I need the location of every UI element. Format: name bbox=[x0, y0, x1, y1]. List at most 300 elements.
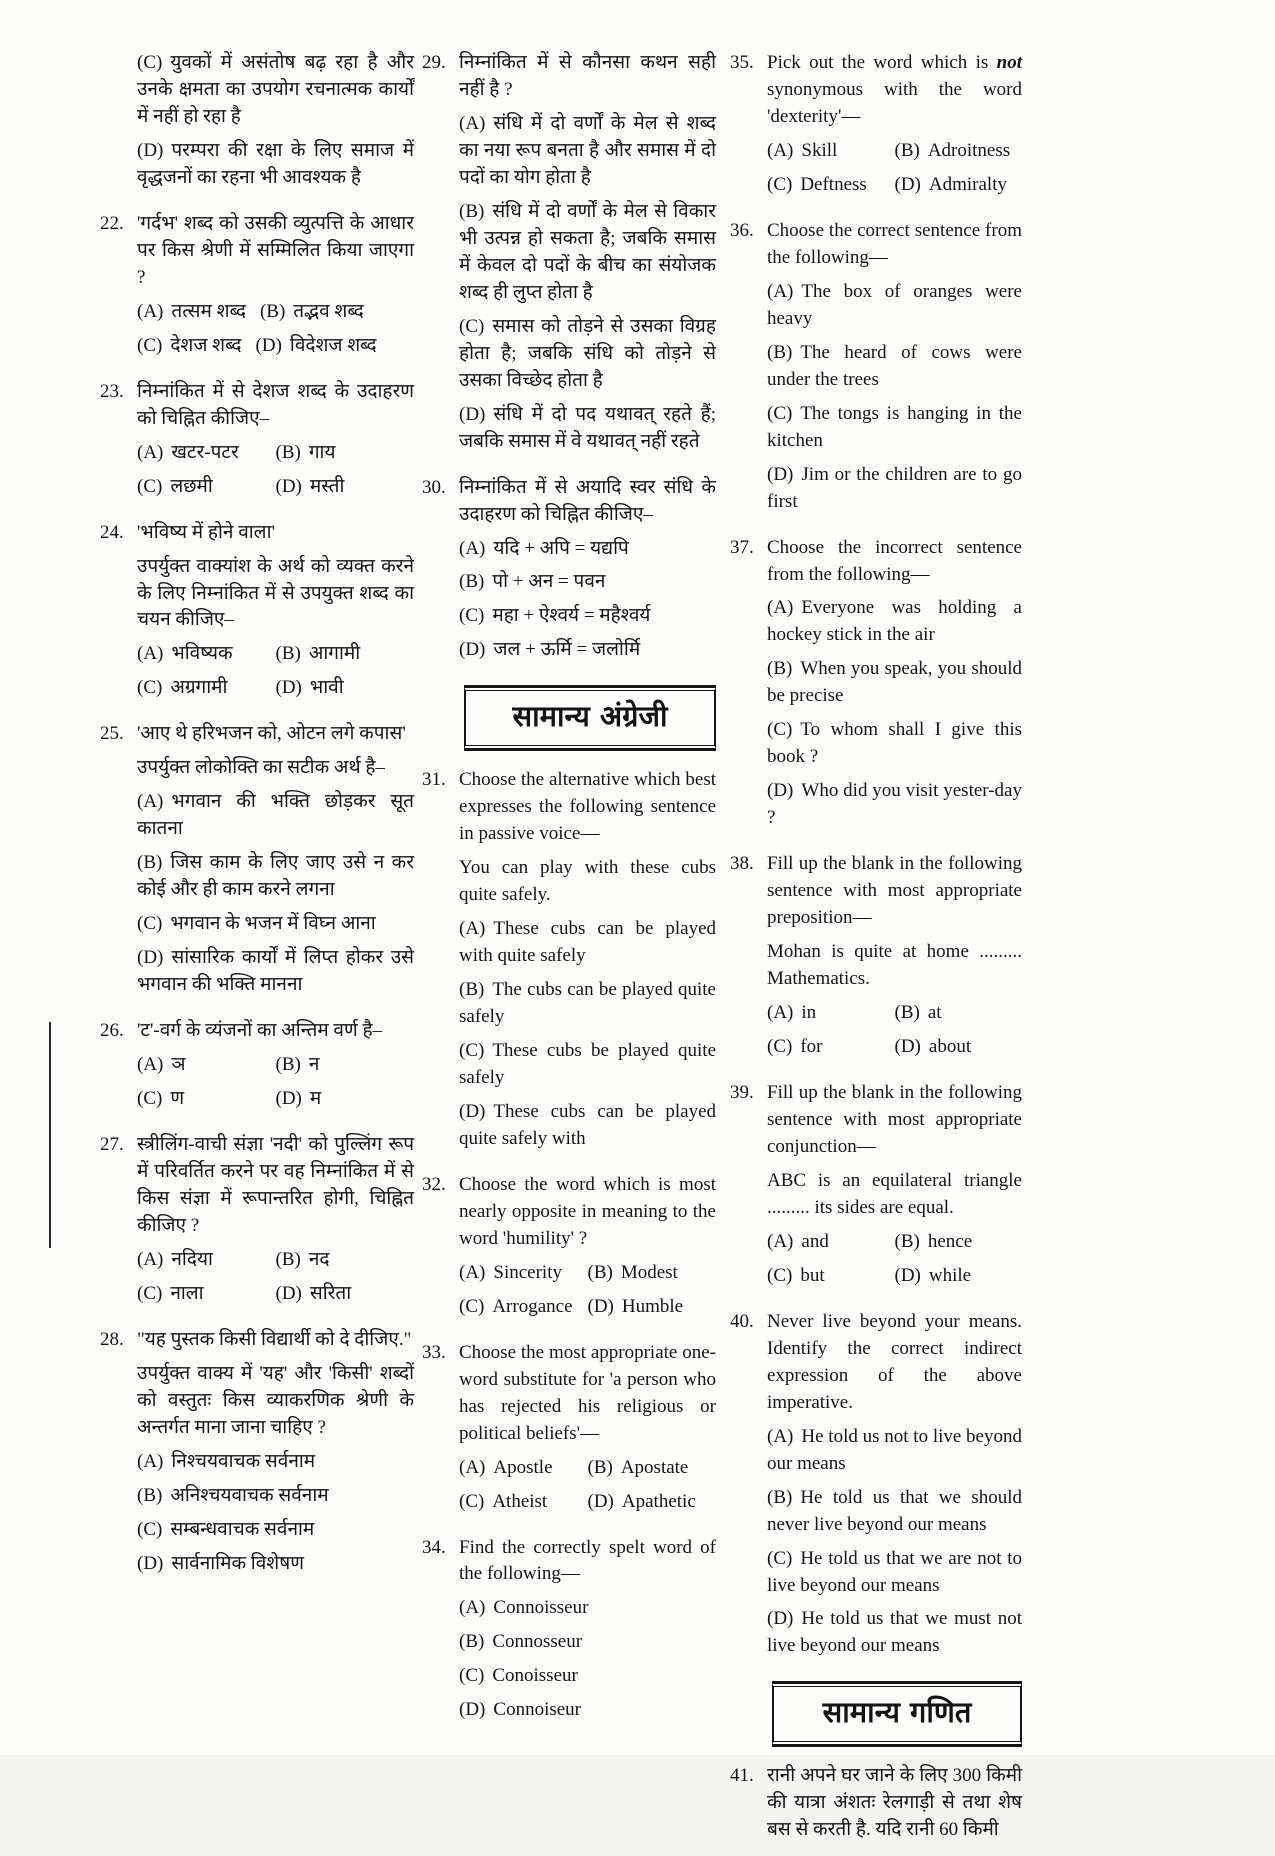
scan-margin-line-artifact bbox=[49, 1022, 51, 1248]
option-label: (A) bbox=[767, 139, 794, 161]
option-row bbox=[137, 1281, 414, 1308]
question-paragraph: Fill up the blank in the following sentence with most appropriate conjunction— bbox=[767, 1082, 1022, 1157]
option-row bbox=[137, 1086, 414, 1113]
question-body bbox=[137, 379, 414, 508]
option-row bbox=[459, 1260, 716, 1287]
option-label: (B) bbox=[894, 139, 920, 161]
question-body bbox=[767, 1309, 1022, 1668]
question-paragraph: उपर्युक्त वाक्य में 'यह' और 'किसी' शब्दों को वस्तुतः किस व्याकरणिक श्रेणी के अन्तर्गत माना जाना चाहिए ? bbox=[137, 1362, 414, 1438]
option-C bbox=[137, 474, 276, 501]
question-paragraph: उपर्युक्त लोकोक्ति का सटीक अर्थ है– bbox=[137, 757, 385, 779]
option-D bbox=[276, 474, 415, 501]
option-text: भावी bbox=[309, 677, 344, 699]
question-number bbox=[100, 50, 137, 199]
question-40 bbox=[730, 1309, 1022, 1668]
option-text: The box of oranges were heavy bbox=[767, 280, 1022, 329]
option-text: Modest bbox=[620, 1261, 678, 1283]
question-column-3 bbox=[730, 50, 1022, 1856]
option-C bbox=[459, 1294, 588, 1321]
question-paragraph: Mohan is quite at home ......... Mathematics. bbox=[767, 941, 1022, 990]
question-continued bbox=[100, 50, 414, 199]
option-text: Deftness bbox=[800, 173, 867, 195]
option-text: जिस काम के लिए जाए उसे न कर कोई और ही काम करने लगना bbox=[137, 852, 414, 901]
option-A bbox=[459, 916, 716, 970]
question-paragraph: 'आए थे हरिभजन को, ओटन लगे कपास' bbox=[137, 723, 406, 745]
option-text: while bbox=[928, 1264, 972, 1286]
option-D bbox=[767, 778, 1022, 832]
question-30 bbox=[422, 475, 716, 672]
option-B bbox=[137, 850, 414, 904]
option-label: (A) bbox=[767, 1002, 794, 1024]
option-text: गाय bbox=[308, 441, 336, 463]
option-row bbox=[767, 1000, 1022, 1027]
option-text: सांसारिक कार्यों में लिप्त होकर उसे भगवान की भक्ति मानना bbox=[137, 947, 414, 996]
option-label: (D) bbox=[137, 947, 164, 969]
option-text: These cubs can be played quite safely with bbox=[459, 1100, 716, 1149]
option-C bbox=[459, 1663, 716, 1690]
question-number: 24. bbox=[100, 521, 124, 543]
question-paragraph: Choose the incorrect sentence from the following— bbox=[767, 536, 1022, 585]
option-row bbox=[137, 299, 414, 326]
option-D bbox=[767, 462, 1022, 516]
question-number: 30. bbox=[422, 476, 446, 498]
question-body bbox=[459, 475, 716, 672]
option-text: नाला bbox=[170, 1282, 204, 1304]
question-paragraph: Pick out the word which is not synonymous with the word 'dexterity'— bbox=[767, 52, 1022, 127]
section-header-text: सामान्य गणित bbox=[822, 1695, 972, 1730]
option-label: (B) bbox=[767, 341, 793, 363]
question-paragraph: रानी अपने घर जाने के लिए 300 किमी की यात्रा अंशतः रेलगाड़ी से तथा शेष बस से करती है. यदि रानी 60 किमी bbox=[767, 1765, 1022, 1841]
option-C bbox=[767, 1034, 895, 1061]
option-label: (A) bbox=[767, 597, 794, 619]
option-B bbox=[895, 1000, 1023, 1027]
option-label: (B) bbox=[459, 571, 485, 593]
question-number: 32. bbox=[422, 1173, 446, 1195]
option-text: and bbox=[801, 1230, 829, 1252]
question-24 bbox=[100, 520, 414, 710]
option-text: न bbox=[308, 1054, 320, 1076]
option-label: (D) bbox=[459, 1699, 486, 1721]
option-label: (A) bbox=[137, 643, 164, 665]
question-33 bbox=[422, 1340, 716, 1523]
option-label: (A) bbox=[767, 1425, 794, 1447]
question-paragraph: Choose the most appropriate one-word substitute for 'a person who has rejected his religious or political beliefs'— bbox=[459, 1341, 716, 1444]
question-paragraph: निम्नांकित में से देशज शब्द के उदाहरण को चिह्नित कीजिए– bbox=[137, 380, 414, 429]
question-body bbox=[137, 1327, 414, 1585]
option-label: (A) bbox=[459, 1456, 486, 1478]
option-label: (B) bbox=[275, 441, 301, 463]
option-row bbox=[137, 440, 414, 467]
question-body bbox=[137, 50, 414, 199]
option-text: Who did you visit yester-day ? bbox=[767, 780, 1022, 829]
option-label: (C) bbox=[459, 1295, 485, 1317]
option-C bbox=[767, 401, 1022, 455]
option-label: (D) bbox=[275, 475, 302, 497]
option-text: देशज शब्द bbox=[170, 334, 242, 356]
option-D bbox=[137, 138, 414, 192]
option-D bbox=[276, 675, 415, 702]
option-A bbox=[459, 1260, 588, 1287]
option-text: He told us not to live beyond our means bbox=[767, 1425, 1022, 1474]
question-number: 22. bbox=[100, 212, 124, 234]
question-paragraph: 'गर्दभ' शब्द को उसकी व्युत्पत्ति के आधार पर किस श्रेणी में सम्मिलित किया जाएगा ? bbox=[137, 212, 414, 288]
question-paragraph: "यह पुस्तक किसी विद्यार्थी को दे दीजिए." bbox=[137, 1328, 412, 1350]
option-text: अग्रगामी bbox=[170, 677, 228, 699]
option-label: (D) bbox=[459, 639, 486, 661]
option-text: परम्परा की रक्षा के लिए समाज में वृद्धजनों का रहना भी आवश्यक है bbox=[137, 139, 414, 188]
option-D bbox=[895, 172, 1023, 199]
option-text: सम्बन्धवाचक सर्वनाम bbox=[170, 1518, 315, 1540]
question-body bbox=[459, 1172, 716, 1328]
option-text: at bbox=[927, 1002, 942, 1024]
option-text: नदिया bbox=[171, 1248, 213, 1270]
question-number: 41. bbox=[730, 1765, 754, 1787]
option-C bbox=[459, 603, 716, 630]
option-D bbox=[588, 1489, 717, 1516]
option-C bbox=[137, 911, 414, 938]
question-body bbox=[459, 1340, 716, 1523]
question-column-2 bbox=[422, 50, 716, 1743]
question-paragraph: Find the correctly spelt word of the following— bbox=[459, 1536, 716, 1585]
option-text: लछमी bbox=[170, 475, 213, 497]
question-28 bbox=[100, 1327, 414, 1585]
option-row bbox=[459, 1455, 716, 1482]
option-C bbox=[459, 1489, 588, 1516]
option-A bbox=[767, 279, 1022, 333]
option-label: (B) bbox=[459, 200, 485, 222]
option-label: (B) bbox=[459, 1631, 485, 1653]
option-label: (D) bbox=[767, 1608, 794, 1630]
question-number: 35. bbox=[730, 52, 754, 73]
option-A bbox=[137, 1052, 276, 1079]
option-D bbox=[895, 1034, 1023, 1061]
question-number: 23. bbox=[100, 380, 124, 402]
option-label: (B) bbox=[275, 1248, 301, 1270]
option-text: Arrogance bbox=[492, 1295, 573, 1317]
option-label: (A) bbox=[459, 1597, 486, 1619]
option-label: (D) bbox=[587, 1295, 614, 1317]
question-34 bbox=[422, 1535, 716, 1732]
option-label: (D) bbox=[275, 677, 302, 699]
option-text: He told us that we should never live beyond our means bbox=[767, 1486, 1022, 1535]
option-label: (C) bbox=[767, 173, 793, 195]
option-B bbox=[260, 301, 364, 322]
question-number: 38. bbox=[730, 853, 754, 875]
option-label: (C) bbox=[137, 52, 163, 73]
option-text: These cubs be played quite safely bbox=[459, 1039, 716, 1088]
question-39 bbox=[730, 1080, 1022, 1297]
option-row bbox=[767, 1229, 1022, 1256]
question-body bbox=[459, 50, 716, 463]
option-C bbox=[137, 1517, 414, 1544]
option-text: in bbox=[801, 1002, 817, 1024]
option-label: (B) bbox=[137, 1484, 163, 1506]
option-C bbox=[137, 335, 242, 356]
option-text: यदि + अपि = यद्यपि bbox=[493, 537, 629, 559]
question-31 bbox=[422, 767, 716, 1160]
option-text: Adroitness bbox=[927, 139, 1011, 161]
option-D bbox=[895, 1263, 1023, 1290]
option-label: (C) bbox=[459, 315, 485, 337]
option-A bbox=[767, 138, 895, 165]
question-body bbox=[137, 211, 414, 367]
question-body bbox=[137, 1018, 414, 1120]
option-text: Apostle bbox=[493, 1456, 553, 1478]
option-text: Admiralty bbox=[928, 173, 1007, 195]
option-label: (D) bbox=[137, 1552, 164, 1574]
option-B bbox=[588, 1455, 717, 1482]
option-text: Atheist bbox=[492, 1490, 548, 1512]
question-column-1 bbox=[100, 50, 414, 1597]
option-row bbox=[767, 1263, 1022, 1290]
option-text: तत्सम शब्द bbox=[171, 300, 246, 322]
question-paragraph: Fill up the blank in the following sentence with most appropriate preposition— bbox=[767, 853, 1022, 929]
option-C bbox=[459, 314, 716, 395]
option-label: (A) bbox=[137, 1054, 164, 1076]
option-label: (B) bbox=[275, 643, 301, 665]
question-paragraph: Never live beyond your means. Identify the correct indirect expression of the above imperative. bbox=[767, 1310, 1022, 1413]
option-C bbox=[767, 717, 1022, 771]
option-label: (D) bbox=[137, 139, 164, 161]
question-number: 37. bbox=[730, 536, 754, 558]
section-header-maths bbox=[772, 1683, 1022, 1745]
option-D bbox=[137, 945, 414, 999]
question-number: 31. bbox=[422, 769, 446, 791]
option-A bbox=[767, 1424, 1022, 1478]
option-label: (A) bbox=[137, 791, 164, 813]
option-row bbox=[459, 1489, 716, 1516]
option-text: संधि में दो पद यथावत् रहते हैं; जबकि समास में वे यथावत् नहीं रहते bbox=[459, 403, 716, 452]
option-text: पो + अन = पवन bbox=[492, 571, 606, 593]
option-D bbox=[137, 1551, 414, 1578]
question-paragraph: Choose the word which is most nearly opposite in meaning to the word 'humility' ? bbox=[459, 1173, 716, 1249]
option-text: महा + ऐश्वर्य = महैश्वर्य bbox=[492, 605, 651, 627]
option-label: (A) bbox=[459, 537, 486, 559]
option-text: म bbox=[309, 1088, 322, 1110]
option-D bbox=[767, 1606, 1022, 1660]
option-D bbox=[588, 1294, 717, 1321]
question-body bbox=[137, 520, 414, 710]
option-label: (C) bbox=[137, 475, 163, 497]
option-label: (D) bbox=[587, 1490, 614, 1512]
option-label: (D) bbox=[894, 173, 921, 195]
option-label: (C) bbox=[137, 334, 163, 356]
question-paragraph: 'भविष्य में होने वाला' bbox=[137, 521, 275, 543]
option-label: (B) bbox=[259, 300, 286, 322]
option-A bbox=[137, 1449, 414, 1476]
option-text: आगामी bbox=[308, 643, 361, 665]
option-label: (B) bbox=[894, 1230, 920, 1252]
question-number: 28. bbox=[100, 1328, 124, 1350]
option-row bbox=[137, 333, 414, 360]
option-text: hence bbox=[927, 1230, 973, 1252]
option-label: (D) bbox=[894, 1036, 921, 1058]
option-label: (A) bbox=[137, 1450, 164, 1472]
option-D bbox=[459, 402, 716, 456]
option-row bbox=[137, 474, 414, 501]
option-label: (B) bbox=[767, 658, 793, 680]
option-label: (C) bbox=[767, 1036, 793, 1058]
question-27 bbox=[100, 1132, 414, 1315]
option-label: (B) bbox=[587, 1261, 613, 1283]
option-A bbox=[137, 440, 276, 467]
option-label: (D) bbox=[275, 1088, 302, 1110]
option-text: Apostate bbox=[620, 1456, 689, 1478]
question-body bbox=[767, 851, 1022, 1068]
option-text: but bbox=[800, 1264, 825, 1286]
option-label: (D) bbox=[767, 463, 794, 485]
question-paragraph: निम्नांकित में से कौनसा कथन सही नहीं है ? bbox=[459, 52, 716, 100]
option-label: (B) bbox=[587, 1456, 613, 1478]
option-label: (C) bbox=[767, 719, 793, 741]
option-row bbox=[137, 675, 414, 702]
option-B bbox=[459, 1629, 716, 1656]
option-text: संधि में दो वर्णों के मेल से विकार भी उत्पन्न हो सकता है; जबकि समास में केवल दो पदों के बीच का संयोजक शब्द ही लुप्त होता है bbox=[459, 200, 716, 303]
option-text: Everyone was holding a hockey stick in the air bbox=[767, 597, 1022, 646]
option-A bbox=[459, 536, 716, 563]
option-text: Connosseur bbox=[492, 1631, 583, 1653]
option-text: These cubs can be played with quite safely bbox=[459, 918, 716, 967]
option-D bbox=[459, 1099, 716, 1153]
section-header-text: सामान्य अंग्रेजी bbox=[512, 699, 668, 734]
option-row bbox=[137, 1052, 414, 1079]
option-A bbox=[767, 595, 1022, 649]
option-A bbox=[767, 1000, 895, 1027]
option-label: (B) bbox=[894, 1002, 920, 1024]
question-paragraph: Choose the alternative which best expresses the following sentence in passive voice— bbox=[459, 769, 716, 845]
option-label: (A) bbox=[137, 441, 164, 463]
option-text: ञ bbox=[171, 1054, 186, 1076]
option-label: (D) bbox=[459, 1100, 486, 1122]
option-text: संधि में दो वर्णों के मेल से शब्द का नया रूप बनता है और समास में दो पदों का योग होता है bbox=[459, 112, 716, 188]
option-text: He told us that we are not to live beyond our means bbox=[767, 1547, 1022, 1596]
question-23 bbox=[100, 379, 414, 508]
option-text: सार्वनामिक विशेषण bbox=[171, 1552, 304, 1574]
option-label: (A) bbox=[459, 1261, 486, 1283]
option-text: When you speak, you should be precise bbox=[767, 658, 1022, 707]
option-B bbox=[459, 569, 716, 596]
option-D bbox=[276, 1086, 415, 1113]
option-label: (D) bbox=[275, 1282, 302, 1304]
question-number: 40. bbox=[730, 1310, 754, 1332]
option-B bbox=[895, 138, 1023, 165]
question-body bbox=[137, 721, 414, 1006]
option-label: (A) bbox=[137, 1248, 164, 1270]
option-text: जल + ऊर्मि = जलोर्मि bbox=[493, 639, 641, 661]
option-A bbox=[137, 641, 276, 668]
question-number: 26. bbox=[100, 1020, 124, 1042]
option-B bbox=[276, 1247, 415, 1274]
option-label: (C) bbox=[767, 402, 793, 424]
question-paragraph: निम्नांकित में से अयादि स्वर संधि के उदाहरण को चिह्नित कीजिए– bbox=[459, 476, 716, 525]
question-25 bbox=[100, 721, 414, 1006]
option-text: ण bbox=[170, 1088, 185, 1110]
question-35 bbox=[730, 50, 1022, 206]
option-B bbox=[459, 977, 716, 1031]
option-text: He told us that we must not live beyond our means bbox=[767, 1608, 1022, 1657]
option-label: (C) bbox=[459, 605, 485, 627]
option-label: (B) bbox=[137, 852, 163, 874]
option-D bbox=[459, 1697, 716, 1724]
question-body bbox=[459, 767, 716, 1160]
question-37 bbox=[730, 535, 1022, 840]
option-D bbox=[459, 637, 716, 664]
question-paragraph: Choose the correct sentence from the following— bbox=[767, 219, 1022, 268]
option-B bbox=[276, 1052, 415, 1079]
option-label: (C) bbox=[459, 1039, 485, 1061]
question-body bbox=[767, 50, 1022, 206]
option-label: (D) bbox=[894, 1264, 921, 1286]
option-label: (C) bbox=[459, 1490, 485, 1512]
option-label: (B) bbox=[767, 1486, 793, 1508]
option-row bbox=[767, 172, 1022, 199]
option-text: Conoisseur bbox=[492, 1665, 578, 1687]
option-label: (A) bbox=[767, 280, 794, 302]
option-text: भविष्यक bbox=[171, 643, 233, 665]
option-C bbox=[137, 1281, 276, 1308]
option-text: The tongs is hanging in the kitchen bbox=[767, 402, 1022, 451]
question-22 bbox=[100, 211, 414, 367]
question-body bbox=[767, 1080, 1022, 1297]
question-26 bbox=[100, 1018, 414, 1120]
option-label: (A) bbox=[459, 112, 486, 134]
option-label: (A) bbox=[767, 1230, 794, 1252]
option-label: (D) bbox=[459, 403, 486, 425]
option-text: The heard of cows were under the trees bbox=[767, 341, 1022, 390]
option-text: भगवान के भजन में विघ्न आना bbox=[170, 913, 376, 935]
option-text: Sincerity bbox=[493, 1261, 562, 1283]
option-C bbox=[767, 1546, 1022, 1600]
question-paragraph: उपर्युक्त वाक्यांश के अर्थ को व्यक्त करने के लिए निम्नांकित में से उपयुक्त शब्द का चयन कीजिए– bbox=[137, 555, 414, 631]
option-B bbox=[276, 440, 415, 467]
option-text: about bbox=[928, 1036, 972, 1058]
question-36 bbox=[730, 218, 1022, 523]
option-B bbox=[137, 1483, 414, 1510]
option-text: The cubs can be played quite safely bbox=[459, 979, 716, 1028]
option-label: (D) bbox=[255, 334, 282, 356]
option-label: (C) bbox=[459, 1665, 485, 1687]
option-text: युवकों में असंतोष बढ़ रहा है और उनके क्षमता का उपयोग रचनात्मक कार्यों में नहीं हो रहा है bbox=[137, 52, 414, 127]
option-B bbox=[588, 1260, 717, 1287]
question-body bbox=[137, 1132, 414, 1315]
option-label: (C) bbox=[137, 677, 163, 699]
option-row bbox=[459, 1294, 716, 1321]
question-paragraph: ABC is an equilateral triangle ......... its sides are equal. bbox=[767, 1169, 1022, 1218]
question-38 bbox=[730, 851, 1022, 1068]
question-number: 34. bbox=[422, 1536, 446, 1558]
option-C bbox=[767, 172, 895, 199]
option-C bbox=[459, 1038, 716, 1092]
option-A bbox=[137, 1247, 276, 1274]
option-C bbox=[137, 675, 276, 702]
option-label: (C) bbox=[137, 1518, 163, 1540]
option-D bbox=[276, 1281, 415, 1308]
option-B bbox=[895, 1229, 1023, 1256]
option-label: (B) bbox=[459, 979, 485, 1001]
question-number: 27. bbox=[100, 1134, 124, 1155]
question-paragraph: You can play with these cubs quite safely. bbox=[459, 857, 716, 906]
option-label: (B) bbox=[275, 1054, 301, 1076]
option-A bbox=[767, 1229, 895, 1256]
question-body bbox=[767, 1763, 1022, 1844]
option-row bbox=[767, 138, 1022, 165]
option-text: सरिता bbox=[309, 1282, 352, 1304]
option-A bbox=[137, 789, 414, 843]
option-A bbox=[137, 301, 246, 322]
option-A bbox=[459, 111, 716, 192]
option-text: नद bbox=[308, 1248, 330, 1270]
option-text: निश्चयवाचक सर्वनाम bbox=[171, 1450, 316, 1472]
